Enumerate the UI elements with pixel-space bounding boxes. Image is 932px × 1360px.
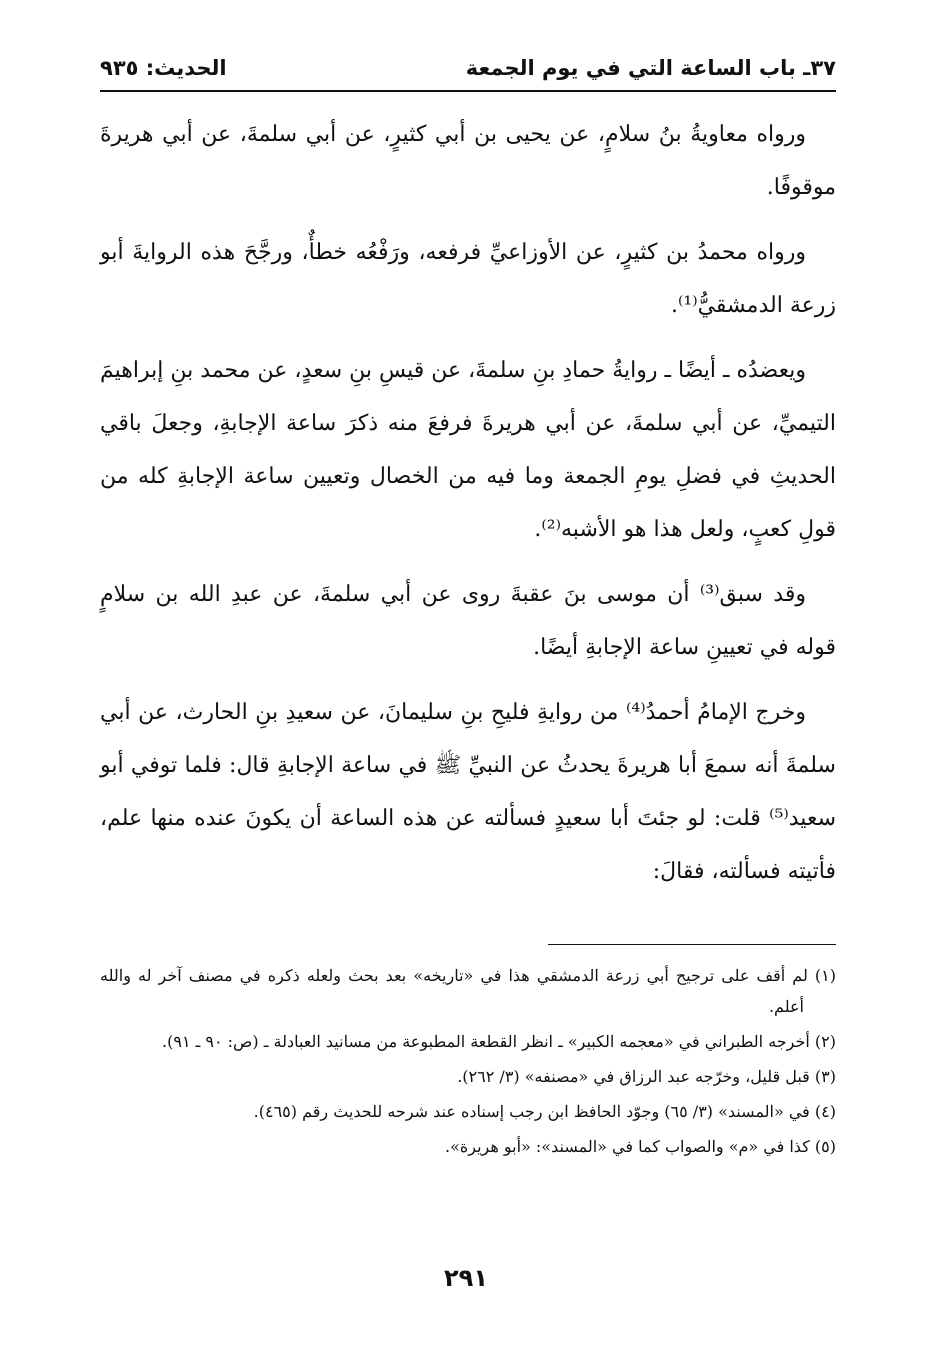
paragraph: وخرج الإمامُ أحمدُ⁽⁴⁾ من روايةِ فليحِ بنِ سليمانَ، عن سعيدِ بنِ الحارث، عن أبي سلمةَ أنه سمعَ أبا هريرةَ يحدثُ عن النبيِّ ﷺ في ساعة الإجابةِ قال: فلما توفي أبو سعيد⁽⁵⁾ قلت: لو جئتَ أبا سعيدٍ فسألته عن هذه الساعة أن يكونَ عنده منها علم، فأتيته فسألته، فقالَ: bbox=[100, 700, 836, 884]
hadith-number: الحديث: ٩٣٥ bbox=[100, 56, 227, 80]
footnote: (٣) قبل قليل، وخرّجه عبد الرزاق في «مصنفه» (٣/ ٢٦٢). bbox=[457, 1067, 836, 1086]
footnote: (٤) في «المسند» (٣/ ٦٥) وجوّد الحافظ ابن رجب إسناده عند شرحه للحديث رقم (٤٦٥). bbox=[253, 1102, 836, 1121]
footnotes bbox=[100, 960, 836, 1166]
footnote: (١) لم أقف على ترجيح أبي زرعة الدمشقي هذا في «تاريخه» بعد بحث ولعله ذكره في مصنف آخر له والله أعلم. bbox=[100, 966, 836, 1016]
footnote: (٥) كذا في «م» والصواب كما في «المسند»: «أبو هريرة». bbox=[444, 1137, 836, 1156]
main-text bbox=[100, 108, 836, 910]
page-number: ٢٩١ bbox=[444, 1264, 488, 1292]
paragraph: ورواه معاويةُ بنُ سلامٍ، عن يحيى بن أبي كثيرٍ، عن أبي سلمةَ، عن أبي هريرةَ موقوفًا. bbox=[100, 122, 836, 200]
running-header bbox=[100, 56, 836, 90]
footnote-divider bbox=[548, 944, 836, 945]
footnote: (٢) أخرجه الطبراني في «معجمه الكبير» ـ انظر القطعة المطبوعة من مسانيد العبادلة ـ (ص: ٩٠ ـ ٩١). bbox=[162, 1032, 836, 1051]
header-divider bbox=[100, 90, 836, 92]
paragraph: وقد سبق⁽³⁾ أن موسى بنَ عقبةَ روى عن أبي سلمةَ، عن عبدِ الله بن سلامٍ قوله في تعيينِ ساعة الإجابةِ أيضًا. bbox=[100, 582, 836, 660]
paragraph: ويعضدُه ـ أيضًا ـ روايةُ حمادِ بنِ سلمةَ، عن قيسِ بنِ سعدٍ، عن محمد بنِ إبراهيمَ التيميِّ، عن أبي سلمةَ، عن أبي هريرةَ فرفعَ منه ذكرَ ساعة الإجابةِ، وجعلَ باقي الحديثِ في فضلِ يومِ الجمعة وما فيه من الخصال وتعيين ساعة الإجابةِ كله من قولِ كعبٍ، ولعل هذا هو الأشبه⁽²⁾. bbox=[100, 358, 836, 542]
chapter-title: ٣٧ـ باب الساعة التي في يوم الجمعة bbox=[465, 56, 836, 80]
paragraph: ورواه محمدُ بن كثيرٍ، عن الأوزاعيِّ فرفعه، ورَفْعُه خطأٌ، ورجَّحَ هذه الروايةَ أبو زرعة الدمشقيُّ⁽¹⁾. bbox=[100, 240, 836, 318]
